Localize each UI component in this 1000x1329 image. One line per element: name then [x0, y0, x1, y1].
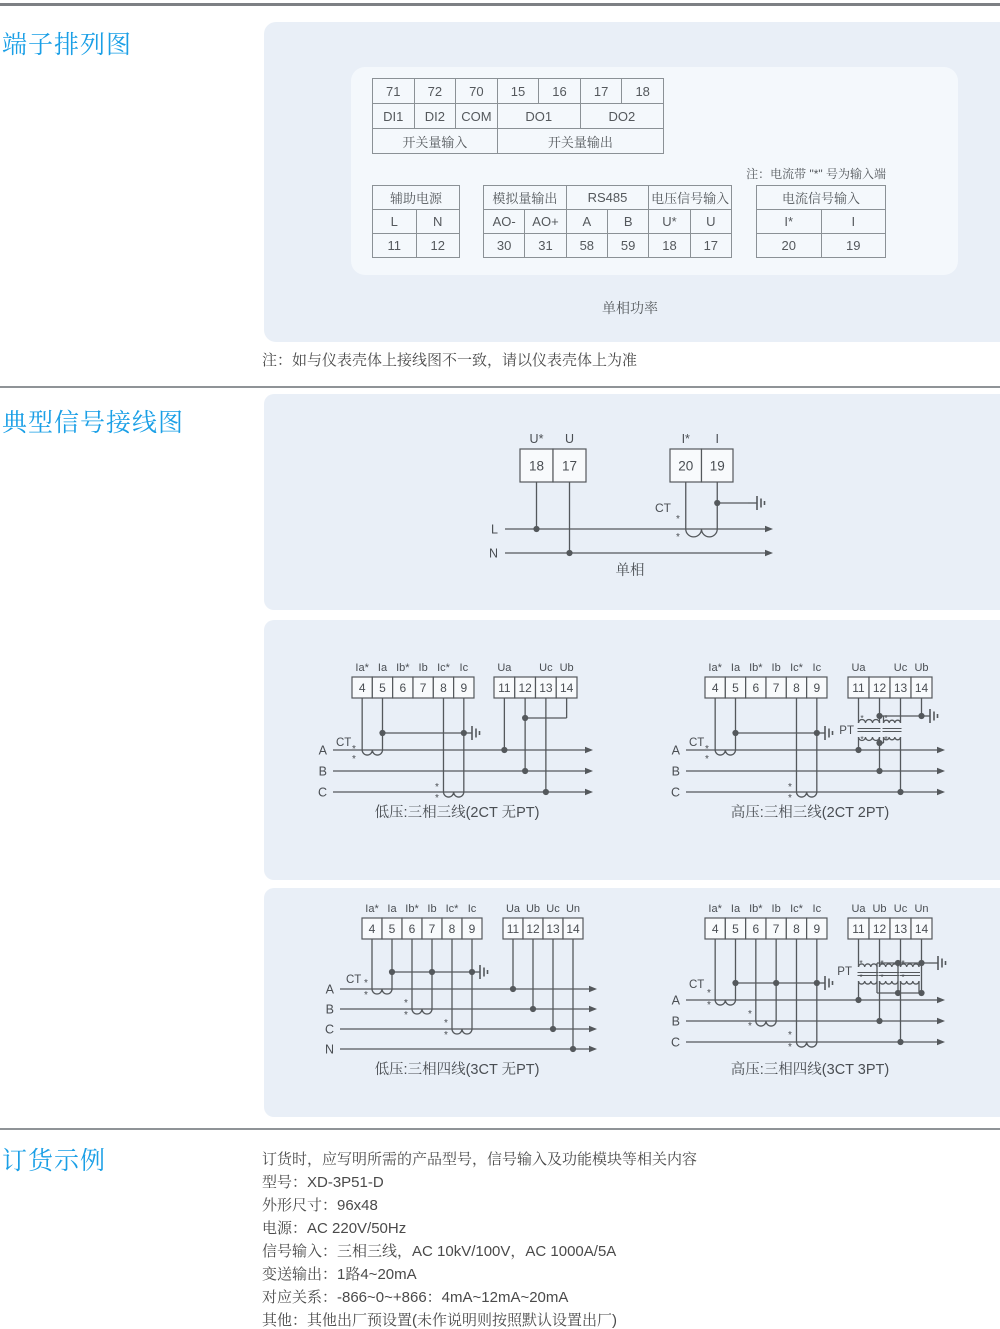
terminal-label: Ia	[387, 903, 397, 915]
terminal-label: Ib*	[405, 903, 419, 915]
table-di-do	[372, 78, 664, 154]
cell: 电流信号输入	[757, 186, 886, 210]
terminal-label: Ia*	[365, 903, 379, 915]
star-mark: *	[884, 734, 888, 744]
terminal-number: 13	[546, 921, 560, 936]
pt-label: PT	[839, 725, 854, 737]
cell: 17	[580, 79, 622, 104]
terminal-label: Ic	[812, 662, 822, 674]
terminal-label: Ia	[730, 903, 741, 915]
cell: DO2	[580, 104, 663, 129]
terminal-number: 12	[872, 680, 887, 695]
terminal-number: 12	[872, 921, 887, 936]
star-mark: *	[707, 1000, 711, 1011]
table-row	[373, 79, 664, 104]
terminal-label: Ib	[427, 903, 437, 915]
terminal-label: Ic*	[790, 662, 803, 674]
terminal-label: U*	[529, 432, 544, 446]
star-mark: *	[404, 1010, 408, 1021]
terminal-number: 14	[566, 921, 580, 936]
terminal-label: I	[715, 432, 719, 446]
cell: 17	[690, 234, 731, 258]
terminal-label: Ib*	[396, 662, 410, 674]
star-mark: *	[860, 713, 864, 723]
star-mark: *	[364, 978, 368, 989]
terminal-label: Ub	[559, 662, 574, 674]
terminal-number: 7	[772, 680, 780, 695]
terminal-number: 6	[408, 921, 416, 936]
star-mark: *	[364, 990, 368, 1001]
terminal-number: 14	[559, 680, 574, 695]
cell: AO+	[525, 210, 566, 234]
cell: 19	[821, 234, 886, 258]
terminal-number: 11	[852, 680, 865, 695]
terminal-number: 6	[399, 680, 407, 695]
section-title-ordering: 订货示例	[2, 1147, 107, 1175]
bus-label: N	[488, 546, 498, 561]
terminal-number: 9	[460, 680, 468, 695]
terminal-number: 13	[539, 680, 553, 695]
caption-single-phase-power: 单相功率	[602, 300, 658, 316]
terminal-number: 17	[561, 458, 578, 474]
terminal-label: Ib	[771, 903, 781, 915]
terminal-label: Ib*	[749, 662, 763, 674]
terminal-number: 5	[732, 680, 739, 695]
bus-label: A	[325, 982, 334, 997]
terminal-number: 9	[813, 921, 821, 936]
star-mark: *	[435, 793, 439, 804]
cell: U	[690, 210, 731, 234]
bus-label: N	[324, 1042, 334, 1057]
terminal-label: Ua	[497, 662, 512, 674]
star-mark: *	[788, 1030, 792, 1041]
terminal-label: Uc	[546, 903, 560, 915]
star-mark: *	[676, 514, 680, 525]
cell: 31	[525, 234, 566, 258]
diagram-caption: 高压:三相四线(3CT 3PT)	[730, 1062, 890, 1078]
terminal-number: 6	[752, 921, 760, 936]
bus-label: L	[491, 522, 498, 537]
star-mark: *	[901, 958, 905, 968]
star-mark: *	[748, 1009, 752, 1020]
star-mark: *	[705, 754, 709, 765]
star-mark: *	[884, 713, 888, 723]
terminal-number: 7	[419, 680, 427, 695]
ct-label: CT	[336, 737, 352, 749]
bus-label: B	[671, 1014, 680, 1029]
diagram-caption: 单相	[615, 563, 645, 579]
terminal-number: 9	[813, 680, 821, 695]
star-mark: *	[748, 1021, 752, 1032]
table-aux-power	[372, 185, 460, 258]
cell: 59	[607, 234, 648, 258]
ct-label: CT	[346, 974, 362, 986]
terminal-label: Ia*	[708, 662, 722, 674]
terminal-number: 8	[793, 921, 800, 936]
terminal-label: Uc	[893, 903, 908, 915]
terminal-number: 8	[793, 680, 800, 695]
terminal-label: Uc	[539, 662, 553, 674]
terminal-label: Ib	[771, 662, 781, 674]
terminal-number: 11	[498, 680, 511, 695]
divider-bottom	[0, 1128, 1000, 1130]
terminal-label: Ua	[505, 903, 521, 915]
terminal-label: Ub	[525, 903, 541, 915]
cell: 18	[622, 79, 664, 104]
cell: RS485	[566, 186, 649, 210]
order-line: 对应关系：-866~0~+866：4mA~12mA~20mA	[262, 1289, 569, 1306]
terminal-label: Ic	[467, 903, 477, 915]
order-line: 变送输出：1路4~20mA	[262, 1266, 417, 1283]
terminal-number: 14	[914, 921, 929, 936]
cell: 71	[373, 79, 415, 104]
terminal-number: 13	[893, 680, 908, 695]
bus-label: A	[671, 743, 680, 758]
terminal-label: Ic*	[437, 662, 450, 674]
diagram-caption: 低压:三相四线(3CT 无PT)	[374, 1062, 540, 1078]
terminal-number: 8	[440, 680, 447, 695]
order-line: 外形尺寸：96x48	[262, 1197, 378, 1214]
order-line: 其他：其他出厂预设置(未作说明则按照默认设置出厂)	[262, 1312, 617, 1329]
star-mark: *	[705, 744, 709, 755]
terminal-label: Ub	[914, 662, 929, 674]
cell: 模拟量输出	[484, 186, 567, 210]
order-line: 信号输入：三相三线，AC 10kV/100V，AC 1000A/5A	[262, 1243, 617, 1260]
terminal-number: 4	[358, 680, 366, 695]
terminal-label: Ic*	[445, 903, 459, 915]
table-current-input	[756, 185, 886, 258]
terminal-label: Un	[914, 903, 929, 915]
terminal-number: 9	[468, 921, 476, 936]
terminal-number: 7	[772, 921, 780, 936]
divider-mid	[0, 386, 1000, 388]
cell: I	[821, 210, 886, 234]
star-mark: *	[788, 782, 792, 793]
cell: L	[373, 210, 417, 234]
section-title-wiring: 典型信号接线图	[2, 409, 185, 437]
cell: 20	[757, 234, 822, 258]
terminal-number: 14	[914, 680, 929, 695]
terminal-number: 11	[506, 921, 520, 936]
terminal-label: Uc	[893, 662, 908, 674]
terminal-number: 5	[379, 680, 386, 695]
table-row	[373, 129, 664, 154]
cell: 70	[456, 79, 498, 104]
pt-label: PT	[837, 966, 852, 978]
order-line: 订货时，应写明所需的产品型号，信号输入及功能模块等相关内容	[262, 1151, 698, 1168]
cell: 电压信号输入	[649, 186, 732, 210]
star-mark: *	[880, 972, 884, 982]
terminal-number: 4	[711, 680, 719, 695]
section-title-terminal-layout: 端子排列图	[2, 31, 133, 59]
table-analog-rs485-voltage	[483, 185, 732, 258]
bus-label: B	[671, 764, 680, 779]
ct-label: CT	[689, 979, 705, 991]
cell: DI2	[414, 104, 456, 129]
star-mark: *	[404, 998, 408, 1009]
star-mark: *	[880, 958, 884, 968]
cell: 12	[416, 234, 460, 258]
terminal-label: I*	[681, 432, 690, 446]
terminal-label: Ib*	[749, 903, 763, 915]
cell: 辅助电源	[373, 186, 460, 210]
star-mark: *	[676, 532, 680, 543]
bus-label: C	[670, 1035, 680, 1050]
terminal-number: 4	[711, 921, 719, 936]
star-mark: *	[901, 972, 905, 982]
terminal-number: 5	[388, 921, 396, 936]
cell: 11	[373, 234, 417, 258]
bus-label: B	[318, 764, 327, 779]
wiring-diagrams-svg	[264, 390, 1000, 1120]
star-mark: *	[788, 1042, 792, 1053]
cell: 16	[539, 79, 581, 104]
terminal-label: Ic	[459, 662, 469, 674]
cell: AO-	[484, 210, 525, 234]
cell: 18	[649, 234, 690, 258]
cell: DO1	[497, 104, 580, 129]
terminal-number: 8	[448, 921, 456, 936]
terminal-number: 5	[732, 921, 739, 936]
cell: 开关量输入	[373, 129, 498, 154]
star-mark: *	[352, 744, 356, 755]
star-mark: *	[444, 1018, 448, 1029]
terminal-label: Ic	[812, 903, 822, 915]
order-line: 电源：AC 220V/50Hz	[262, 1220, 407, 1237]
terminal-label: Ia	[730, 662, 741, 674]
star-mark: *	[352, 754, 356, 765]
cell: U*	[649, 210, 690, 234]
divider-top	[0, 3, 1000, 6]
terminal-number: 13	[893, 921, 908, 936]
terminal-number: 7	[428, 921, 436, 936]
terminal-number: 6	[752, 680, 760, 695]
terminal-number: 18	[528, 458, 545, 474]
terminal-label: Ib	[418, 662, 428, 674]
star-mark: *	[859, 972, 863, 982]
cell: COM	[456, 104, 498, 129]
terminal-label: Ia*	[355, 662, 369, 674]
cell: 15	[497, 79, 539, 104]
bus-label: B	[325, 1002, 334, 1017]
cell: 72	[414, 79, 456, 104]
order-line: 型号：XD-3P51-D	[262, 1174, 384, 1191]
cell: 30	[484, 234, 525, 258]
note-wiring: 注：如与仪表壳体上接线图不一致，请以仪表壳体上为准	[262, 352, 638, 369]
terminal-number: 20	[678, 458, 694, 474]
terminal-label: U	[564, 432, 575, 446]
note-current-star: 注：电流带 "*" 号为输入端	[746, 167, 886, 181]
bus-label: C	[670, 785, 680, 800]
ct-label: CT	[655, 501, 671, 515]
ct-label: CT	[689, 737, 705, 749]
terminal-label: Ua	[851, 903, 866, 915]
terminal-label: Ua	[851, 662, 866, 674]
diagram-caption: 低压:三相三线(2CT 无PT)	[374, 805, 540, 821]
terminal-number: 4	[368, 921, 376, 936]
star-mark: *	[788, 793, 792, 804]
cell: B	[607, 210, 648, 234]
terminal-number: 11	[852, 921, 865, 936]
terminal-label: Ic*	[790, 903, 803, 915]
terminal-label: Un	[565, 903, 581, 915]
star-mark: *	[859, 958, 863, 968]
ordering-text-block	[262, 1148, 697, 1329]
terminal-number: 19	[709, 458, 725, 474]
terminal-label: Ia	[377, 662, 388, 674]
cell: 开关量输出	[497, 129, 663, 154]
cell: 58	[566, 234, 607, 258]
star-mark: *	[860, 734, 864, 744]
bus-label: A	[318, 743, 327, 758]
bus-label: A	[671, 993, 680, 1008]
terminal-label: Ub	[872, 903, 887, 915]
cell: A	[566, 210, 607, 234]
star-mark: *	[444, 1030, 448, 1041]
cell: N	[416, 210, 460, 234]
terminal-number: 12	[518, 680, 532, 695]
cell: DI1	[373, 104, 415, 129]
star-mark: *	[707, 988, 711, 999]
star-mark: *	[435, 782, 439, 793]
bus-label: C	[317, 785, 327, 800]
terminal-label: Ia*	[708, 903, 722, 915]
bus-label: C	[324, 1022, 334, 1037]
cell: I*	[757, 210, 822, 234]
terminal-number: 12	[526, 921, 540, 936]
table-row	[373, 104, 664, 129]
diagram-caption: 高压:三相三线(2CT 2PT)	[730, 805, 890, 821]
